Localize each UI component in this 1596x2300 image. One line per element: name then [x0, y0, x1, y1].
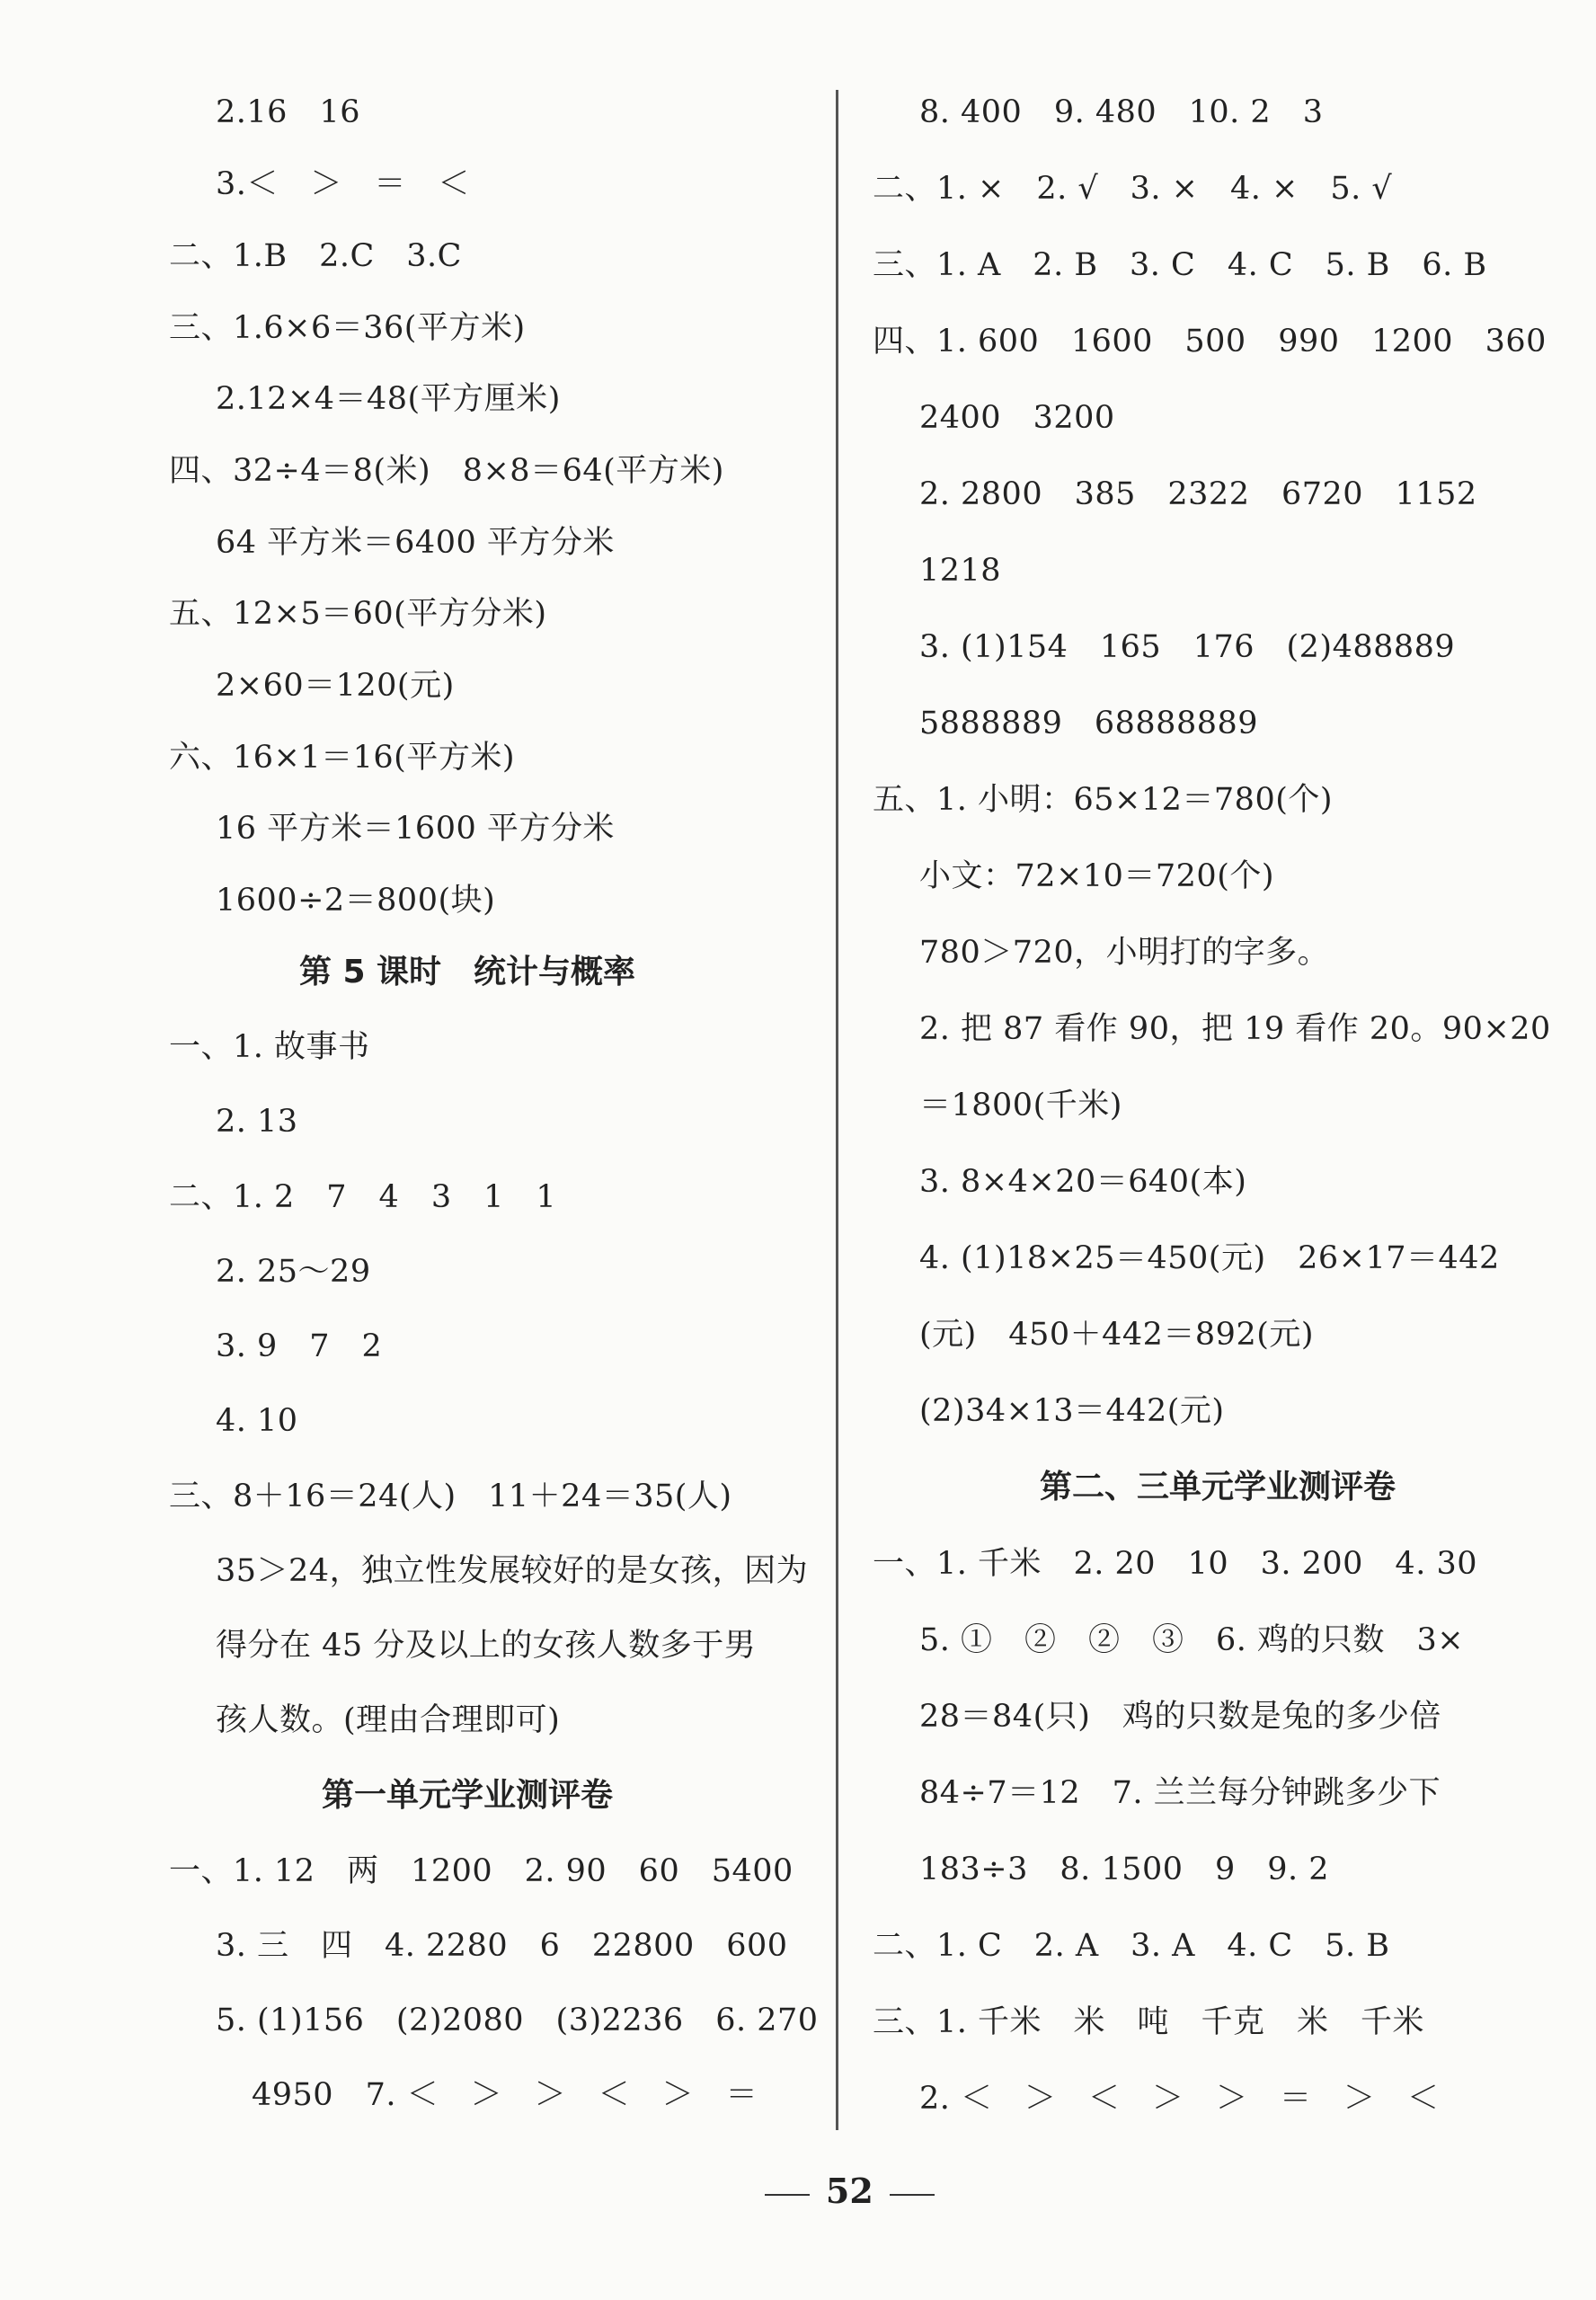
- answer-line: 三、1. 千米 米 吨 千克 米 千米: [873, 2004, 1425, 2040]
- answer-line: 780＞720，小明打的字多。: [919, 935, 1330, 971]
- answer-line: 2. 2800 385 2322 6720 1152: [919, 476, 1477, 512]
- footer-dash-left: [765, 2194, 810, 2196]
- answer-line: 四、1. 600 1600 500 990 1200 360: [873, 324, 1547, 360]
- section-heading: 第一单元学业测评卷: [321, 1777, 613, 1814]
- answer-line: 二、1. 2 7 4 3 1 1: [169, 1179, 557, 1215]
- answer-line: 1600÷2＝800(块): [216, 883, 496, 919]
- answer-line: 2. 13: [216, 1104, 298, 1140]
- answer-line: 一、1. 12 两 1200 2. 90 60 5400: [169, 1853, 794, 1889]
- answer-line: 8. 400 9. 480 10. 2 3: [919, 94, 1324, 130]
- answer-line: 84÷7＝12 7. 兰兰每分钟跳多少下: [919, 1775, 1441, 1811]
- answer-line: 二、1.B 2.C 3.C: [169, 238, 462, 274]
- answer-line: 四、32÷4＝8(米) 8×8＝64(平方米): [169, 453, 724, 489]
- answer-line: 4950 7. ＜ ＞ ＞ ＜ ＞ ＝: [252, 2077, 758, 2113]
- page-footer: [701, 2130, 917, 2251]
- answer-line: 1218: [919, 553, 1002, 589]
- answer-line: 3. 8×4×20＝640(本): [919, 1164, 1247, 1200]
- answer-line: 一、1. 千米 2. 20 10 3. 200 4. 30: [873, 1546, 1477, 1582]
- answer-line: 2. 25～29: [216, 1254, 371, 1290]
- answer-line: 16 平方米＝1600 平方分米: [216, 811, 615, 847]
- answer-line: 2400 3200: [919, 400, 1115, 436]
- page-number: 52: [825, 2171, 873, 2211]
- answer-line: 2.12×4＝48(平方厘米): [216, 381, 561, 417]
- answer-line: 二、1. C 2. A 3. A 4. C 5. B: [873, 1928, 1390, 1964]
- answer-line: 2×60＝120(元): [216, 668, 455, 704]
- answer-line: 五、12×5＝60(平方分米): [169, 596, 547, 632]
- answer-line: 5. ① ② ② ③ 6. 鸡的只数 3×: [919, 1622, 1465, 1658]
- answer-line: 3. 9 7 2: [216, 1328, 383, 1364]
- answer-line: 28＝84(只) 鸡的只数是兔的多少倍: [919, 1699, 1441, 1735]
- answer-line: 2. ＜ ＞ ＜ ＞ ＞ ＝ ＞ ＜: [919, 2081, 1440, 2117]
- answer-line: 4. (1)18×25＝450(元) 26×17＝442: [919, 1240, 1500, 1276]
- answer-line: 一、1. 故事书: [169, 1029, 370, 1065]
- answer-line: ＝1800(千米): [919, 1088, 1122, 1123]
- answer-line: 64 平方米＝6400 平方分米: [216, 525, 615, 561]
- answer-line: 183÷3 8. 1500 9 9. 2: [919, 1852, 1330, 1887]
- section-heading: 第 5 课时 统计与概率: [298, 954, 636, 990]
- answer-line: 五、1. 小明：65×12＝780(个): [873, 782, 1334, 818]
- answer-line: (2)34×13＝442(元): [919, 1393, 1225, 1429]
- answer-line: 35＞24，独立性发展较好的是女孩，因为: [216, 1553, 809, 1589]
- answer-line: (元) 450＋442＝892(元): [919, 1317, 1315, 1353]
- answer-line: 小文：72×10＝720(个): [919, 858, 1275, 894]
- answer-line: 5888889 68888889: [919, 706, 1259, 742]
- answer-line: 得分在 45 分及以上的女孩人数多于男: [216, 1628, 757, 1664]
- answer-line: 二、1. × 2. √ 3. × 4. × 5. √: [873, 171, 1393, 207]
- answer-line: 3. (1)154 165 176 (2)488889: [919, 629, 1456, 665]
- column-divider: [836, 90, 838, 2130]
- answer-line: 六、16×1＝16(平方米): [169, 740, 515, 776]
- answer-line: 孩人数。(理由合理即可): [216, 1702, 561, 1738]
- footer-dash-right: [890, 2194, 935, 2196]
- answer-line: 三、1.6×6＝36(平方米): [169, 310, 526, 346]
- answer-line: 4. 10: [216, 1403, 298, 1439]
- answer-line: 5. (1)156 (2)2080 (3)2236 6. 270: [216, 2003, 819, 2038]
- answer-line: 2. 把 87 看作 90，把 19 看作 20。90×20: [919, 1011, 1551, 1047]
- section-heading: 第二、三单元学业测评卷: [1039, 1469, 1396, 1505]
- answer-line: 三、8＋16＝24(人) 11＋24＝35(人): [169, 1479, 732, 1514]
- answer-line: 三、1. A 2. B 3. C 4. C 5. B 6. B: [873, 247, 1487, 283]
- answer-line: 2.16 16: [216, 94, 360, 130]
- answer-line: 3. 三 四 4. 2280 6 22800 600: [216, 1928, 788, 1964]
- answer-line: 3.＜ ＞ ＝ ＜: [216, 166, 470, 202]
